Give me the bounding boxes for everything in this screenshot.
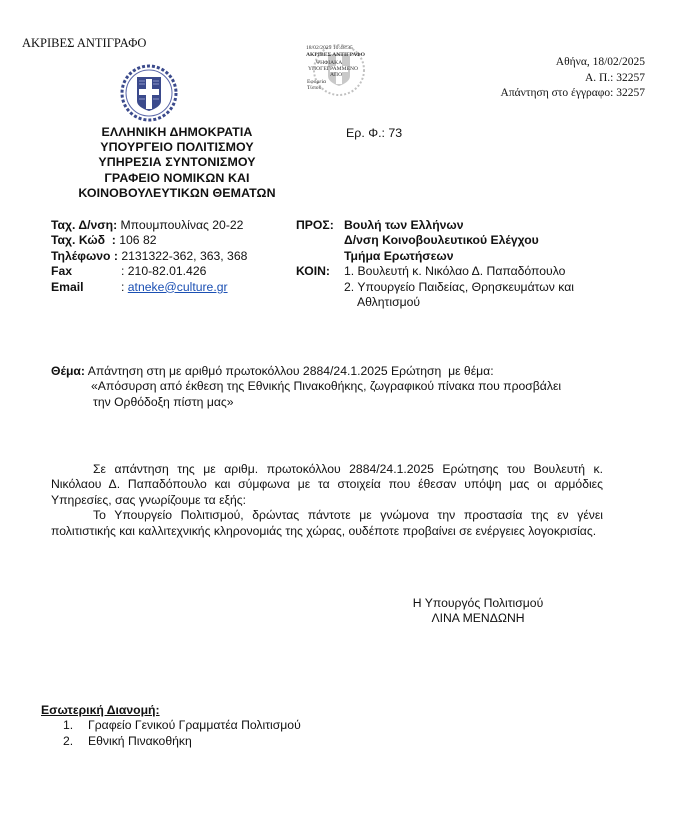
letter-body — [51, 462, 603, 539]
signatory-title: Η Υπουργός Πολιτισμού — [412, 596, 544, 610]
item-number: 1. — [63, 718, 74, 733]
stamp-line: Τύπου — [307, 85, 322, 91]
postcode-label: Ταχ. Κώδ : — [51, 233, 116, 248]
cc-row — [296, 264, 574, 279]
postcode-value: 106 82 — [115, 233, 157, 248]
email-prefix: : — [121, 279, 128, 294]
stamp-label: ΑΚΡΙΒΕΣ ΑΝΤΙΓΡΑΦΟ — [306, 52, 365, 58]
phone-value: 2131322-362, 363, 368 — [117, 248, 248, 263]
digital-signature-stamp — [304, 42, 374, 98]
to-row — [296, 233, 574, 248]
subject-text: Απάντηση στη με αριθμό πρωτοκόλλου 2884/24.1.2025 Ερώτηση με θέμα: — [85, 364, 494, 378]
address-value: Μπουμπουλίνας 20-22 — [117, 218, 244, 232]
item-number: 2. — [63, 733, 74, 748]
internal-distribution — [41, 703, 301, 749]
cc-item: 2. Υπουργείο Παιδείας, Θρησκευμάτων και — [344, 279, 574, 294]
to-row — [296, 218, 574, 233]
contact-email — [51, 280, 247, 295]
to-line: Βουλή των Ελλήνων — [344, 218, 464, 232]
spacer — [296, 295, 344, 310]
contact-postcode — [51, 233, 247, 248]
spacer — [296, 233, 344, 248]
greek-coat-of-arms-icon — [119, 63, 179, 123]
fax-label: Fax — [51, 264, 73, 279]
subject-block — [51, 364, 611, 410]
distribution-title: Εσωτερική Διανομή: — [41, 703, 160, 717]
cc-row — [296, 295, 574, 310]
subject-text: την Ορθόδοξη πίστη μας» — [93, 394, 234, 409]
email-link[interactable]: atneke@culture.gr — [127, 279, 228, 294]
list-item — [41, 734, 301, 749]
place-date: Αθήνα, 18/02/2025 — [555, 56, 645, 68]
signature-block — [398, 596, 558, 627]
contact-fax — [51, 264, 247, 279]
stamp-line: ΑΠΟ — [330, 72, 343, 78]
fax-value: : 210-82.01.426 — [121, 264, 207, 279]
org-line: ΓΡΑΦΕΙΟ ΝΟΜΙΚΩΝ ΚΑΙ — [104, 170, 250, 185]
cc-item: 1. Βουλευτή κ. Νικόλαο Δ. Παπαδόπουλο — [344, 264, 566, 279]
org-line: ΥΠΗΡΕΣΙΑ ΣΥΝΤΟΝΙΣΜΟΥ — [98, 155, 256, 170]
exact-copy-label: ΑΚΡΙΒΕΣ ΑΝΤΙΓΡΑΦΟ — [22, 36, 147, 50]
item-text: Γραφείο Γενικού Γραμματέα Πολιτισμού — [88, 718, 301, 733]
contact-phone — [51, 249, 247, 264]
cc-label: ΚΟΙΝ: — [296, 264, 330, 279]
spacer — [296, 280, 344, 295]
spacer — [296, 249, 344, 264]
phone-label: Τηλέφωνο : — [51, 248, 118, 263]
signatory-name: ΛΙΝΑ ΜΕΝΔΩΝΗ — [431, 611, 525, 626]
file-reference: Ερ. Φ.: 73 — [346, 126, 403, 140]
cc-row — [296, 280, 574, 295]
contact-block — [51, 218, 247, 295]
body-paragraph: Το Υπουργείο Πολιτισμού, δρώντας πάντοτε με γνώμονα την προστασία της εν γένει πολιτιστικής και καλλιτεχνικής κληρονομιάς της χώρας, ουδέποτε προβαίνει σε ενέργειες λογοκρισίας. — [51, 508, 603, 538]
org-line: ΕΛΛΗΝΙΚΗ ΔΗΜΟΚΡΑΤΙΑ — [101, 125, 253, 139]
cc-item-continued: Αθλητισμού — [357, 295, 421, 310]
reply-to-document: Απάντηση στο έγγραφο: 32257 — [500, 87, 645, 99]
recipients-block — [296, 218, 574, 310]
stamp-timestamp: 18/02/2025 10:48:35 — [306, 45, 353, 51]
document-meta — [501, 55, 645, 102]
to-row — [296, 249, 574, 264]
stamp-line: Εφορεία — [307, 79, 327, 85]
subject-line — [51, 364, 611, 379]
stamp-line: ΥΠΟΓΕΓΡΑΜΜΕΝΟ — [308, 66, 359, 72]
contact-address — [51, 218, 247, 233]
stamp-line: ΨΗΦΙΑΚΑ — [316, 60, 343, 66]
to-line: Δ/νση Κοινοβουλευτικού Ελέγχου — [344, 233, 539, 248]
list-item — [41, 718, 301, 733]
protocol-number: Α. Π.: 32257 — [584, 71, 645, 84]
org-line: ΥΠΟΥΡΓΕΙΟ ΠΟΛΙΤΙΣΜΟΥ — [100, 140, 254, 155]
org-line: ΚΟΙΝΟΒΟΥΛΕΥΤΙΚΩΝ ΘΕΜΑΤΩΝ — [78, 185, 276, 200]
body-paragraph: Σε απάντηση της με αριθμ. πρωτοκόλλου 2884/24.1.2025 Ερώτησης του Βουλευτή κ. Νικόλαου Δ. Παπαδόπουλο και σύμφωνα με τα στοιχεία που έθεσαν υπόψη μας οι αρμόδιες Υπηρεσίες, σας γνωρίζουμε τα εξής: — [51, 462, 603, 507]
subject-text: «Απόσυρση από έκθεση της Εθνικής Πινακοθήκης, ζωγραφικού πίνακα που προσβάλει — [91, 379, 562, 394]
to-label: ΠΡΟΣ: — [296, 218, 334, 232]
subject-label: Θέμα: — [51, 364, 85, 378]
organization-header — [52, 125, 302, 201]
address-label: Ταχ. Δ/νση: — [51, 218, 118, 232]
to-line: Τμήμα Ερωτήσεων — [344, 248, 454, 263]
email-label: Email — [51, 279, 84, 294]
item-text: Εθνική Πινακοθήκη — [88, 733, 192, 748]
